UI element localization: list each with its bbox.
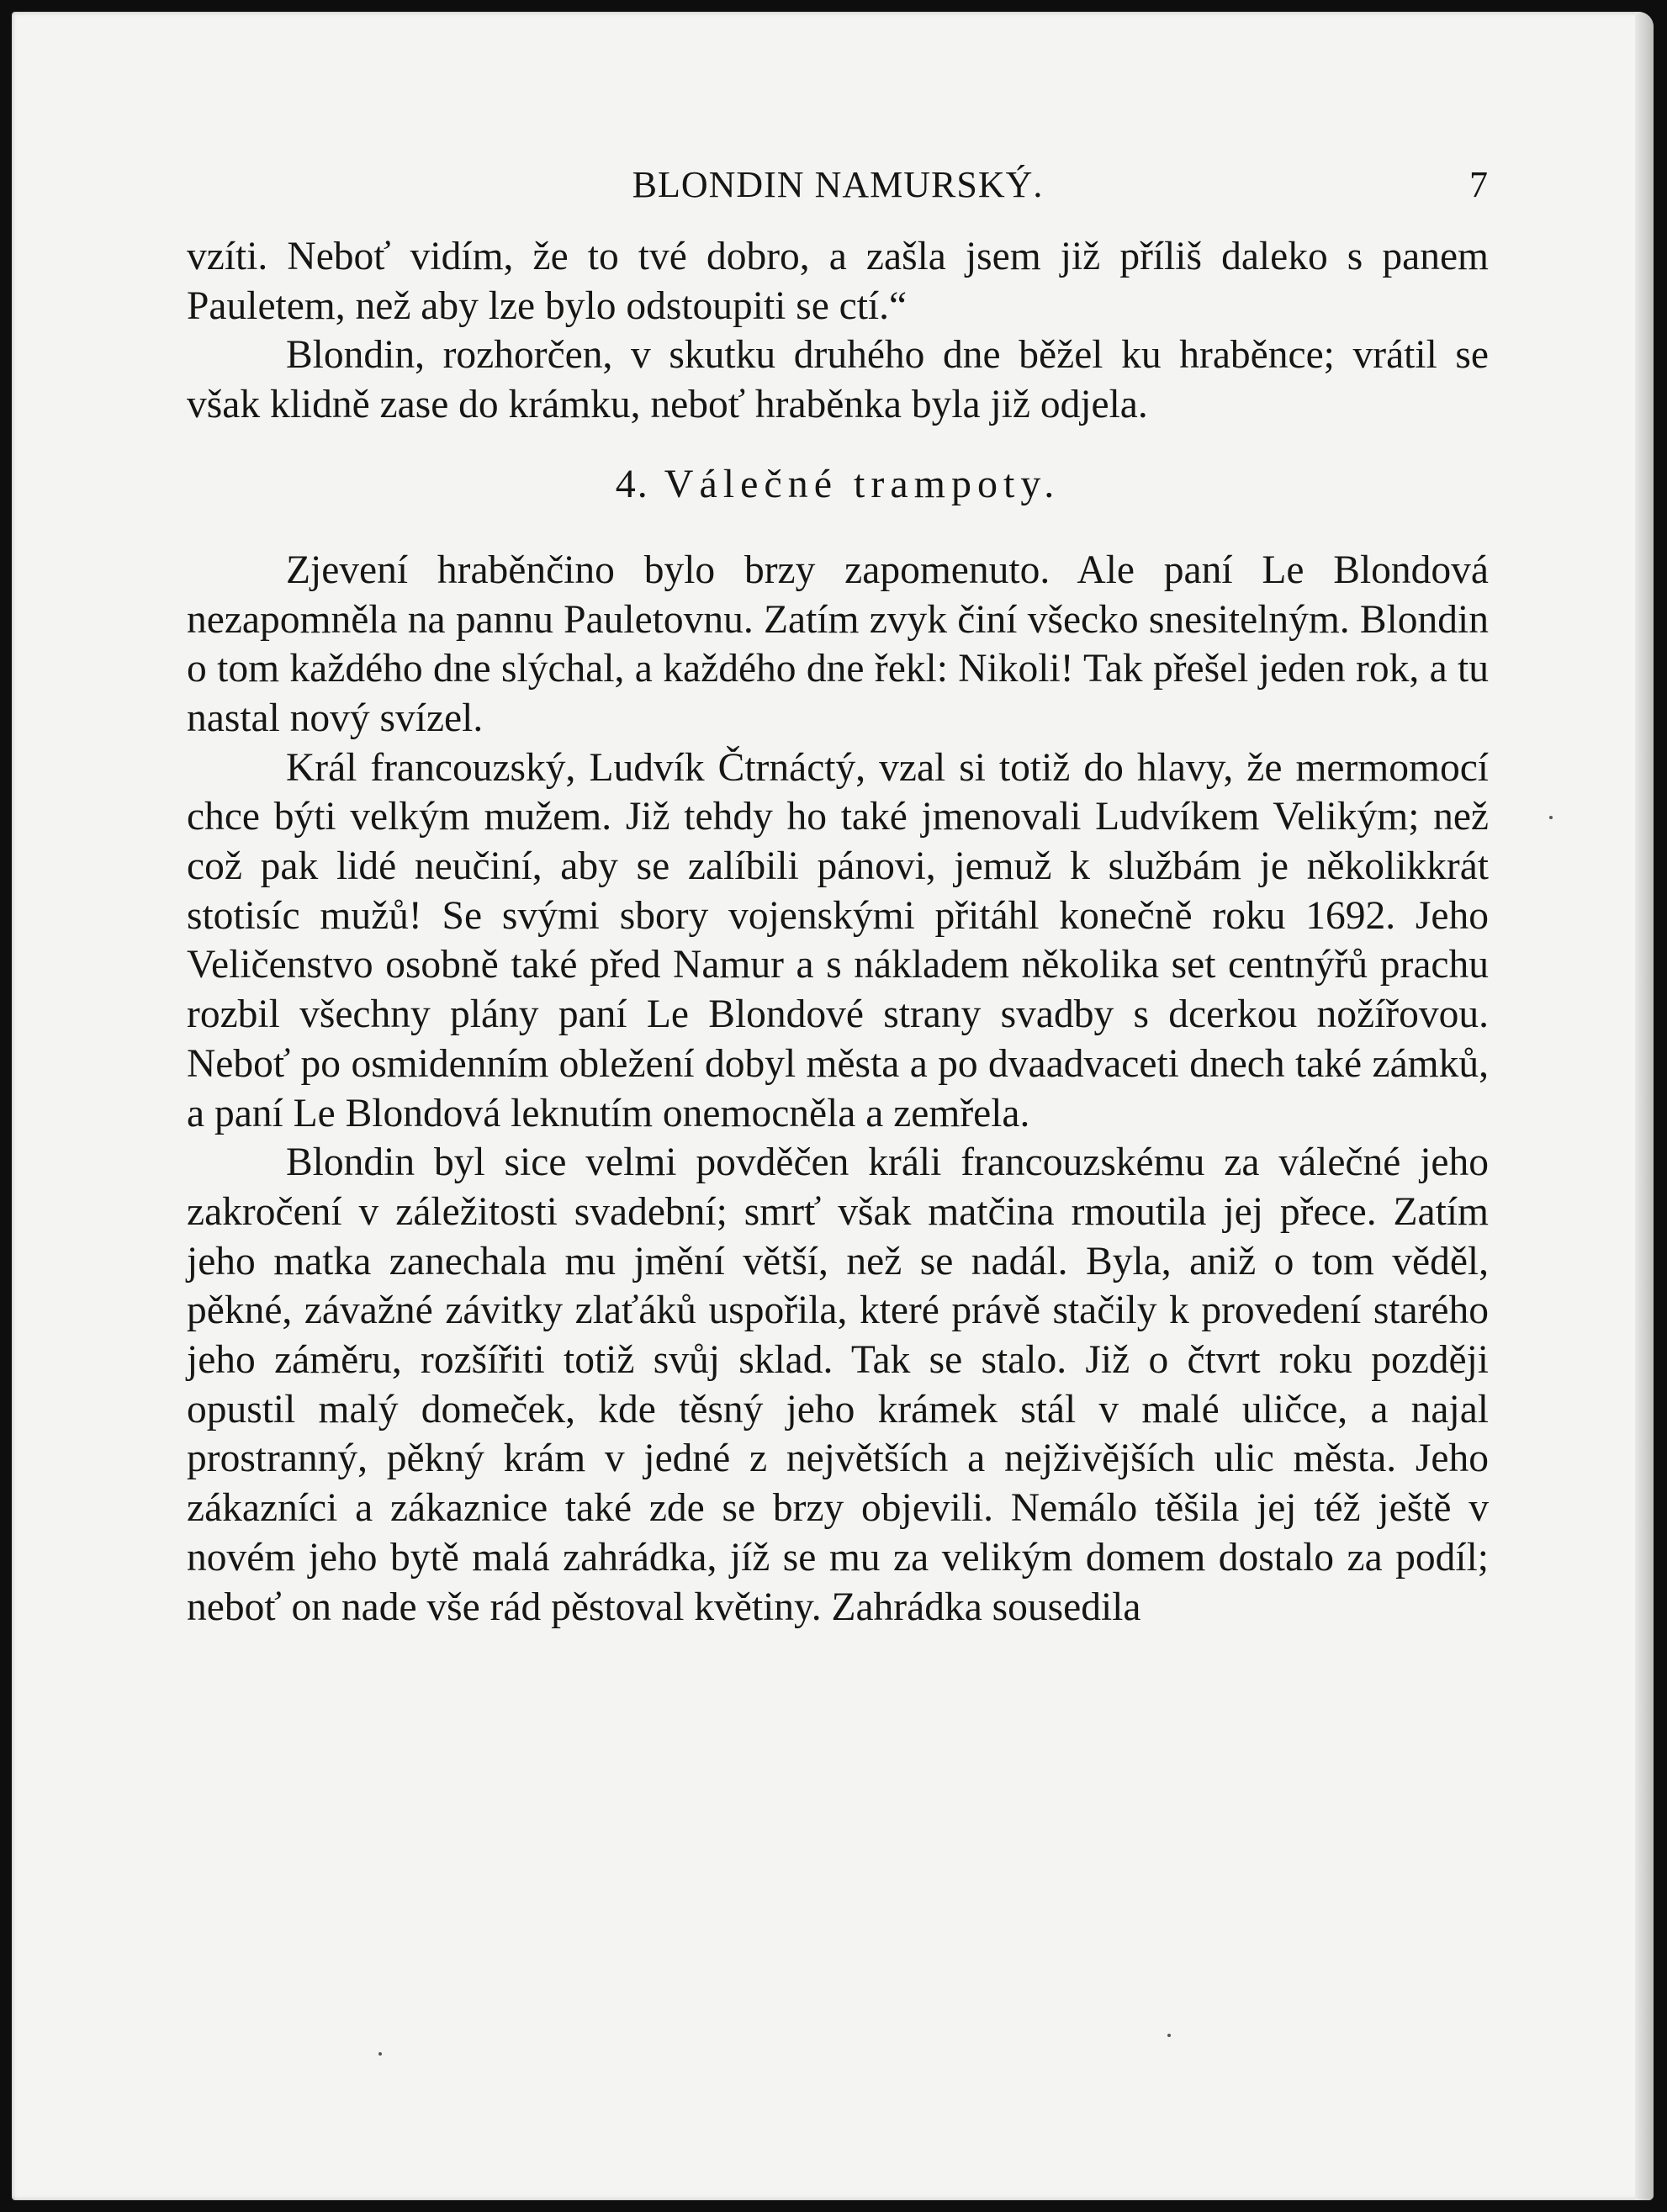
paragraph: Blondin byl sice velmi povděčen králi francouzskému za válečné jeho zakročení v záležitosti svadební; smrť však matčina rmoutila jej přece. Zatím jeho matka zanechala mu jmění větší, než se nadál. Byla, aniž o tom věděl, pěkné, závažné závitky zlaťáků uspořila, které právě stačily k provedení starého jeho záměru, rozšířiti totiž svůj sklad. Tak se stalo. Již o čtvrt roku později opustil malý domeček, kde těsný jeho krámek stál v malé uličce, a najal prostranný, pěkný krám v jedné z největších a nejživějších ulic města. Jeho zákazníci a zákaznice také zde se brzy objevili. Nemálo těšila jej též ještě v novém jeho bytě malá zahrádka, jíž se mu za velikým domem dostalo za podíl; neboť on nade vše rád pěstoval květiny. Zahrádka sousedila [187, 1140, 1489, 1629]
page-number: 7 [1469, 164, 1489, 205]
running-head [187, 153, 1489, 204]
page-edge-shadow [1635, 12, 1654, 2200]
body-text [187, 232, 1489, 1632]
section-heading [187, 460, 1489, 509]
paper-speck [1167, 2034, 1171, 2037]
paper-speck [378, 2052, 382, 2056]
paragraph: Zjevení hraběnčino bylo brzy zapomenuto. Ale paní Le Blondová nezapomněla na pannu Pauletovnu. Zatím zvyk činí všecko snesitelným. Blondin o tom každého dne slýchal, a každého dne řekl: Nikoli! Tak přešel jeden rok, a tu nastal nový svízel. [187, 548, 1489, 740]
section-number: 4. [615, 461, 649, 506]
paragraph: Blondin, rozhorčen, v skutku druhého dne běžel ku hraběnce; vrátil se však klidně zase do krámku, neboť hraběnka byla již odjela. [187, 333, 1489, 427]
running-head-title: BLONDIN NAMURSKÝ. [632, 164, 1044, 205]
paper-speck [1549, 816, 1553, 819]
text-block [187, 153, 1489, 1632]
section-title: Válečné trampoty. [664, 461, 1061, 506]
paragraph: Král francouzský, Ludvík Čtrnáctý, vzal si totiž do hlavy, že mermomocí chce býti velkým mužem. Již tehdy ho také jmenovali Ludvíkem Velikým; než což pak lidé neučiní, aby se zalíbili pánovi, jemuž k službám je několikkrát stotisíc mužů! Se svými sbory vojenskými přitáhl konečně roku 1692. Jeho Veličenstvo osobně také před Namur a s nákladem několika set centnýřů prachu rozbil všechny plány paní Le Blondové strany svadby s dcerkou nožířovou. Neboť po osmidenním obležení dobyl města a po dvaadvaceti dnech také zámků, a paní Le Blondová leknutím onemocněla a zemřela. [187, 745, 1489, 1135]
book-page [12, 12, 1654, 2200]
paragraph-continued: vzíti. Neboť vidím, že to tvé dobro, a zašla jsem již příliš daleko s panem Pauletem, než aby lze bylo odstoupiti se ctí.“ [187, 235, 1489, 328]
